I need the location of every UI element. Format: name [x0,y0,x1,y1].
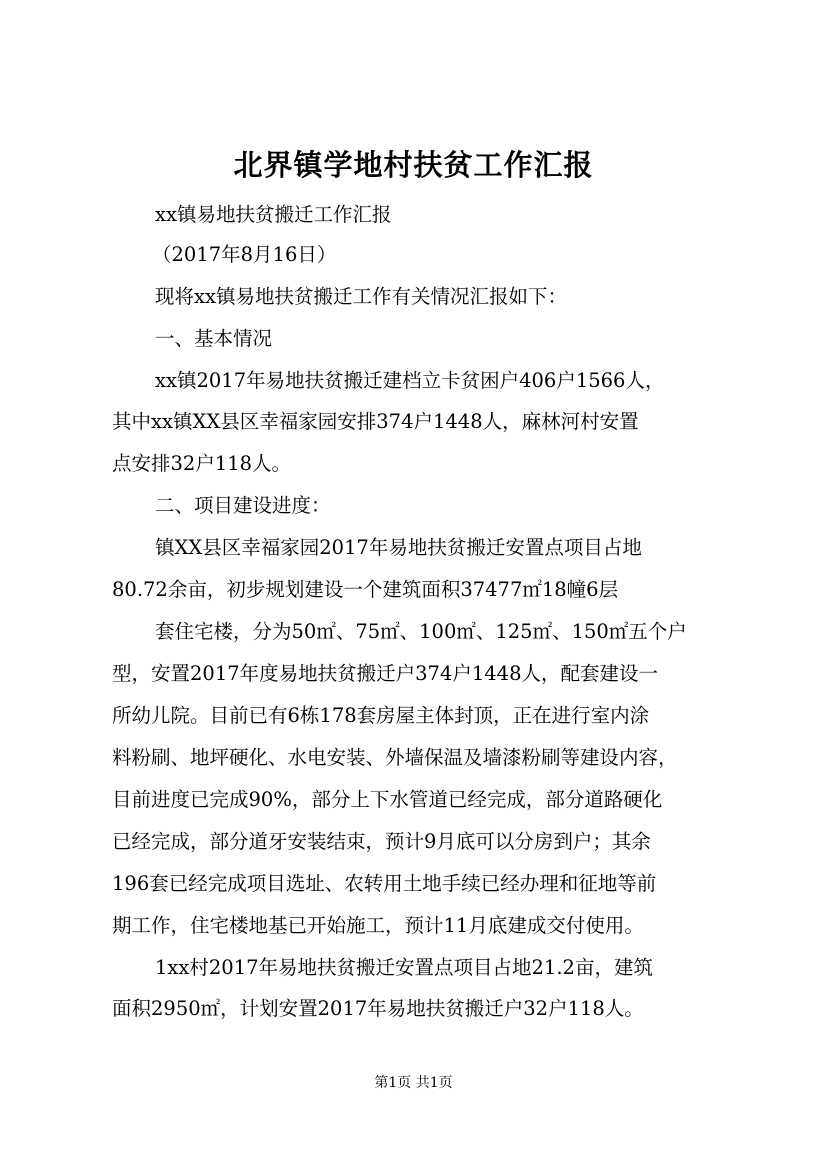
paragraph-line: 点安排32户118人。 [112,452,292,475]
paragraph-line: 80.72余亩，初步规划建设一个建筑面积37477㎡18幢6层 [112,578,619,601]
paragraph-line: 镇XX县区幸福家园2017年易地扶贫搬迁安置点项目占地 [155,536,642,559]
subtitle-line: xx镇易地扶贫搬迁工作汇报 [155,203,392,226]
document-title: 北界镇学地村扶贫工作汇报 [233,148,594,182]
paragraph-line: 已经完成，部分道牙安装结束，预计9月底可以分房到户；其余 [112,830,651,853]
paragraph-line: 面积2950㎡，计划安置2017年易地扶贫搬迁户32户118人。 [112,997,644,1020]
section-heading-basic: 一、基本情况 [155,327,273,350]
paragraph-line: 料粉刷、地坪硬化、水电安装、外墙保温及墙漆粉刷等建设内容， [112,746,678,769]
paragraph-line: 期工作，住宅楼地基已开始施工，预计11月底建成交付使用。 [112,914,644,937]
paragraph-line: 所幼儿院。目前已有6栋178套房屋主体封顶，正在进行室内涂 [112,704,650,727]
paragraph-line: 目前进度已完成90%，部分上下水管道已经完成，部分道路硬化 [112,788,663,811]
paragraph-line: 1xx村2017年易地扶贫搬迁安置点项目占地21.2亩，建筑 [155,956,653,979]
date-line: （2017年8月16日） [152,243,337,266]
paragraph-line: 型，安置2017年度易地扶贫搬迁户374户1448人，配套建设一 [112,662,658,685]
paragraph-line: 其中xx镇XX县区幸福家园安排374户1448人，麻林河村安置 [112,410,639,433]
paragraph-line: xx镇2017年易地扶贫搬迁建档立卡贫困户406户1566人， [155,369,665,392]
paragraph-line: 196套已经完成项目选址、农转用土地手续已经办理和征地等前 [112,872,657,895]
page-number-footer: 第1页 共1页 [374,1075,453,1091]
paragraph-line: 套住宅楼，分为50㎡、75㎡、100㎡、125㎡、150㎡五个户 [155,620,687,643]
section-heading-progress: 二、项目建设进度： [155,494,331,517]
intro-line: 现将xx镇易地扶贫搬迁工作有关情况汇报如下： [155,285,567,308]
